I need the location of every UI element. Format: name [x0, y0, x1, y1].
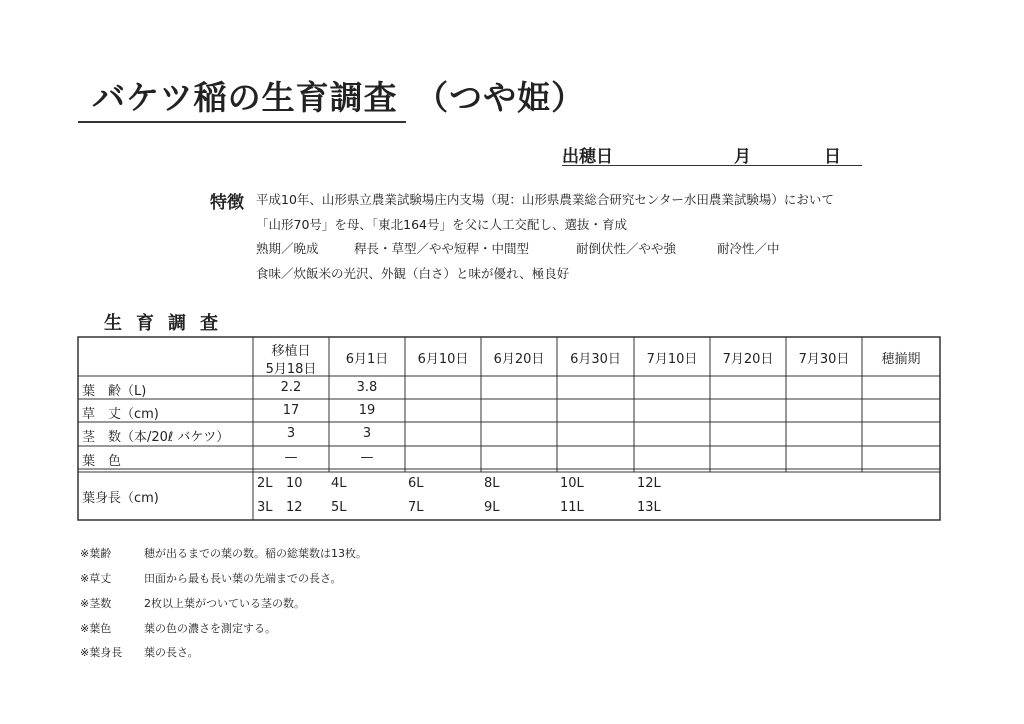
row-label-stem-count: 茎 数（本/20ℓ バケツ） — [82, 430, 230, 445]
leaf-length-label: 8L — [484, 476, 500, 491]
note-key: ※葉色 — [80, 622, 112, 635]
page-title: バケツ稲の生育調査 （つや姫） — [92, 78, 586, 117]
feature-lodging: 耐倒伏性／やや強 — [576, 241, 677, 256]
heading-date-month: 月 — [734, 147, 751, 167]
table-cell: 3 — [362, 426, 372, 441]
table-cell: — — [360, 450, 374, 465]
features-label: 特徴 — [210, 193, 244, 213]
row-label-leaf-color: 葉 色 — [82, 454, 122, 469]
table-cell: 19 — [358, 403, 376, 418]
header-col: 7月30日 — [798, 352, 850, 367]
header-col: 7月20日 — [722, 352, 774, 367]
leaf-length-label: 6L — [408, 476, 424, 491]
heading-date-day: 日 — [824, 147, 841, 167]
row-label-plant-height: 草 丈（cm) — [82, 407, 159, 422]
features-line-4: 食味／炊飯米の光沢、外観（白さ）と味が優れ、極良好 — [256, 266, 570, 281]
leaf-length-label: 2L — [257, 476, 273, 491]
table-cell: — — [284, 450, 298, 465]
header-col: 6月20日 — [493, 352, 545, 367]
table-cell: 3 — [286, 426, 296, 441]
feature-cold: 耐冷性／中 — [717, 241, 780, 256]
note-key: ※草丈 — [80, 572, 112, 585]
row-label-leaf-age: 葉 齢（L) — [82, 384, 147, 399]
table-cell: 2.2 — [280, 380, 302, 395]
note-key: ※茎数 — [80, 597, 112, 610]
feature-culm: 稈長・草型／やや短稈・中間型 — [354, 241, 530, 256]
heading-date-label: 出穂日 — [562, 147, 613, 167]
note-text: 葉の長さ。 — [144, 646, 199, 659]
leaf-length-label: 13L — [637, 500, 661, 515]
table-cell: 3.8 — [356, 380, 378, 395]
header-col: 6月1日 — [345, 352, 389, 367]
header-col: 穂揃期 — [881, 352, 921, 367]
note-text: 穂が出るまでの葉の数。稲の総葉数は13枚。 — [144, 547, 367, 560]
header-col: 7月10日 — [646, 352, 698, 367]
table-cell: 17 — [282, 403, 300, 418]
features-line-2: 「山形70号」を母、「東北164号」を父に人工交配し、選抜・育成 — [256, 217, 628, 232]
leaf-length-label: 7L — [408, 500, 424, 515]
features-line-1: 平成10年、山形県立農業試験場庄内支場（現：山形県農業総合研究センター水田農業試験場）において — [256, 192, 834, 207]
note-text: 葉の色の濃さを測定する。 — [144, 622, 276, 635]
leaf-length-label: 11L — [560, 500, 584, 515]
header-transplant-date: 5月18日 — [265, 362, 317, 377]
header-col: 6月30日 — [570, 352, 621, 367]
header-transplant: 移植日 — [271, 344, 311, 359]
leaf-length-label: 10L — [560, 476, 584, 491]
leaf-length-value: 12 — [286, 500, 303, 515]
section-title: 生育調査 — [104, 313, 232, 334]
leaf-length-label: 12L — [637, 476, 661, 491]
leaf-length-label: 4L — [331, 476, 347, 491]
leaf-length-value: 10 — [286, 476, 303, 491]
header-col: 6月10日 — [417, 352, 469, 367]
note-text: 2枚以上葉がついている茎の数。 — [144, 597, 305, 610]
leaf-length-label: 9L — [484, 500, 500, 515]
note-key: ※葉身長 — [80, 646, 123, 659]
leaf-length-label: 3L — [257, 500, 273, 515]
note-key: ※葉齢 — [80, 547, 112, 560]
row-label-leaf-length: 葉身長（cm) — [82, 491, 159, 506]
feature-maturity: 熟期／晩成 — [256, 241, 319, 256]
note-text: 田面から最も長い葉の先端までの長さ。 — [144, 572, 342, 585]
leaf-length-label: 5L — [331, 500, 347, 515]
